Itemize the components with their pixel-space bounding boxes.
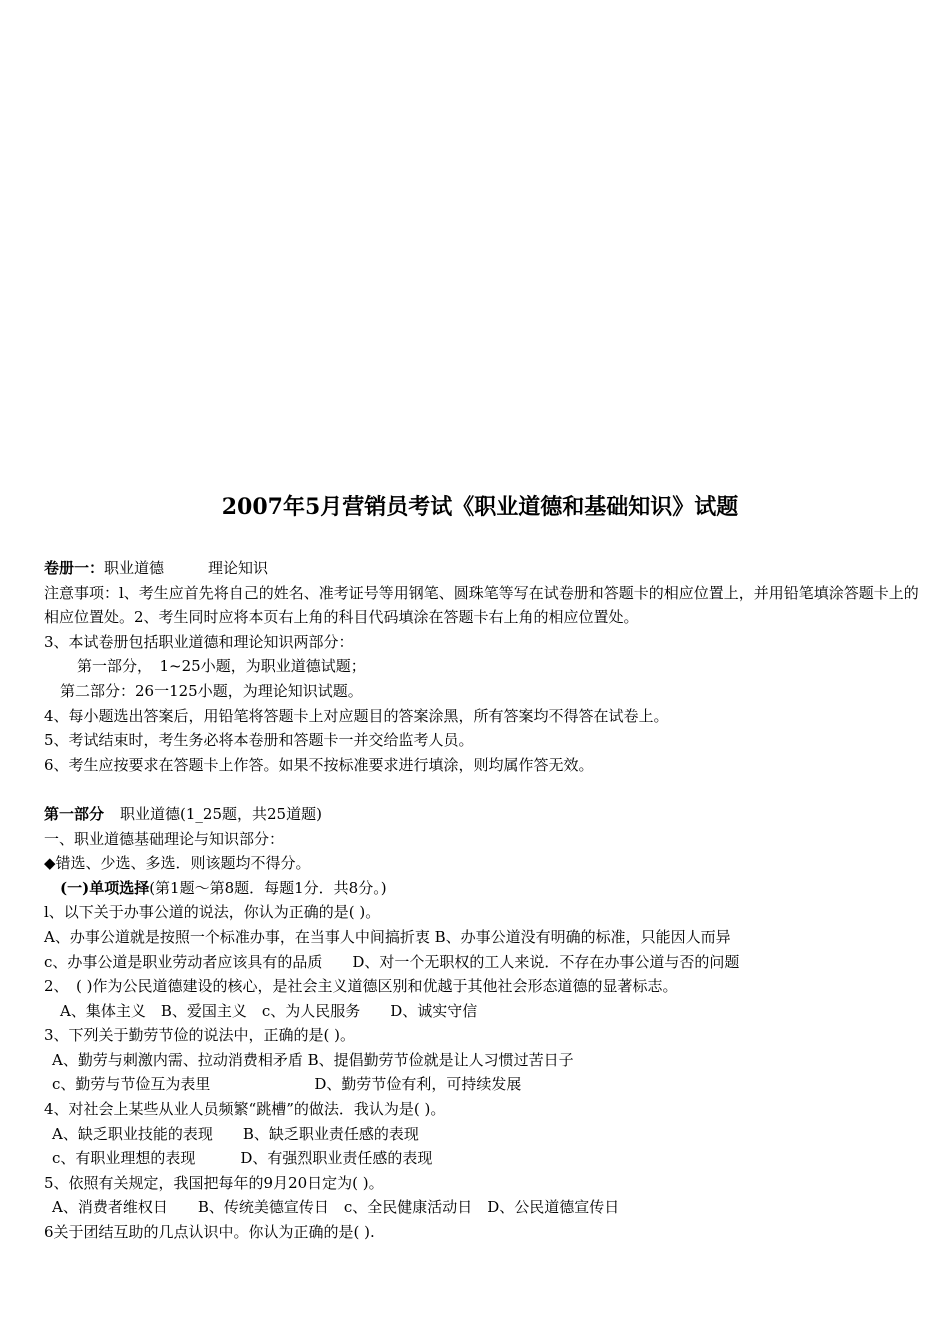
note-3-part-1: 第一部分， 1~25小题，为职业道德试题； bbox=[77, 657, 366, 676]
volume-header bbox=[44, 556, 924, 581]
question-2-options: A、集体主义 B、爱国主义 c、为人民服务 D、诚实守信 bbox=[60, 1001, 478, 1020]
single-choice-label: (一)单项选择 bbox=[60, 878, 150, 897]
section-heading bbox=[44, 802, 924, 827]
volume-part-1: 职业道德 bbox=[104, 559, 165, 577]
section-title: 职业道德(1_25题，共25道题) bbox=[120, 804, 322, 823]
document-body bbox=[44, 556, 924, 1245]
question-1-options-cd: c、办事公道是职业劳动者应该具有的品质 D、对一个无职权的工人来说．不存在办事公道与否的问题 bbox=[44, 952, 740, 971]
volume-part-2: 理论知识 bbox=[208, 559, 269, 577]
page-title: 2007年5月营销员考试《职业道德和基础知识》试题 bbox=[221, 494, 739, 520]
volume-label: 卷册一： bbox=[44, 559, 105, 577]
note-3-part-2: 第二部分：26一125小题，为理论知识试题。 bbox=[60, 681, 363, 700]
single-choice-desc: (第1题～第8题．每题1分．共8分。) bbox=[149, 878, 387, 897]
question-3-options-cd bbox=[44, 1072, 924, 1097]
single-choice-heading bbox=[44, 876, 924, 901]
question-3-options-ab: A、勤劳与刺激内需、拉动消费相矛盾 B、提倡勤劳节俭就是让人习惯过苦日子 bbox=[52, 1050, 574, 1069]
question-4-options-ab: A、缺乏职业技能的表现 B、缺乏职业责任感的表现 bbox=[52, 1124, 419, 1143]
question-3: 3、下列关于勤劳节俭的说法中，正确的是( )。 bbox=[44, 1026, 356, 1045]
question-6: 6关于团结互助的几点认识中。你认为正确的是( ). bbox=[44, 1223, 375, 1242]
question-3-option-c: c、勤劳与节俭互为表里 bbox=[52, 1075, 211, 1094]
scoring-rule: ◆错选、少选、多选．则该题均不得分。 bbox=[44, 854, 311, 873]
question-5-options: A、消费者维权日 B、传统美德宣传日 c、全民健康活动日 D、公民道德宣传日 bbox=[52, 1198, 620, 1217]
subsection-heading: 一、职业道德基础理论与知识部分： bbox=[44, 829, 285, 848]
question-3-option-d: D、勤劳节俭有利，可持续发展 bbox=[314, 1075, 522, 1094]
section-label: 第一部分 bbox=[44, 804, 105, 823]
question-5: 5、依照有关规定，我国把每年的9月20日定为( )。 bbox=[44, 1173, 384, 1192]
note-6: 6、考生应按要求在答题卡上作答。如果不按标准要求进行填涂，则均属作答无效。 bbox=[44, 755, 594, 774]
note-1: 注意事项：l、考生应首先将自己的姓名、准考证号等用钢笔、圆珠笔等写在试卷册和答题卡的相应位置上，并用铅笔填涂答题卡上的相应位置处。2、考生同时应将本页右上角的科目代码填涂在答题卡右上角的相应位置处。 bbox=[44, 583, 919, 627]
note-3: 3、本试卷册包括职业道德和理论知识两部分： bbox=[44, 632, 354, 651]
spacer bbox=[44, 777, 924, 802]
question-1-options-ab: A、办事公道就是按照一个标准办事，在当事人中间搞折衷 B、办事公道没有明确的标准，只能因人而异 bbox=[44, 927, 731, 946]
question-4: 4、对社会上某些从业人员频繁“跳槽”的做法．我认为是( )。 bbox=[44, 1100, 446, 1119]
note-5: 5、考试结束时，考生务必将本卷册和答题卡一并交给监考人员。 bbox=[44, 731, 474, 750]
question-4-options-cd: c、有职业理想的表现 D、有强烈职业责任感的表现 bbox=[52, 1149, 433, 1168]
question-2: 2、 ( )作为公民道德建设的核心，是社会主义道德区别和优越于其他社会形态道德的显著标志。 bbox=[44, 977, 678, 996]
note-4: 4、每小题选出答案后，用铅笔将答题卡上对应题目的答案涂黑，所有答案均不得答在试卷上。 bbox=[44, 706, 669, 725]
question-1: l、以下关于办事公道的说法，你认为正确的是( )。 bbox=[44, 903, 381, 922]
